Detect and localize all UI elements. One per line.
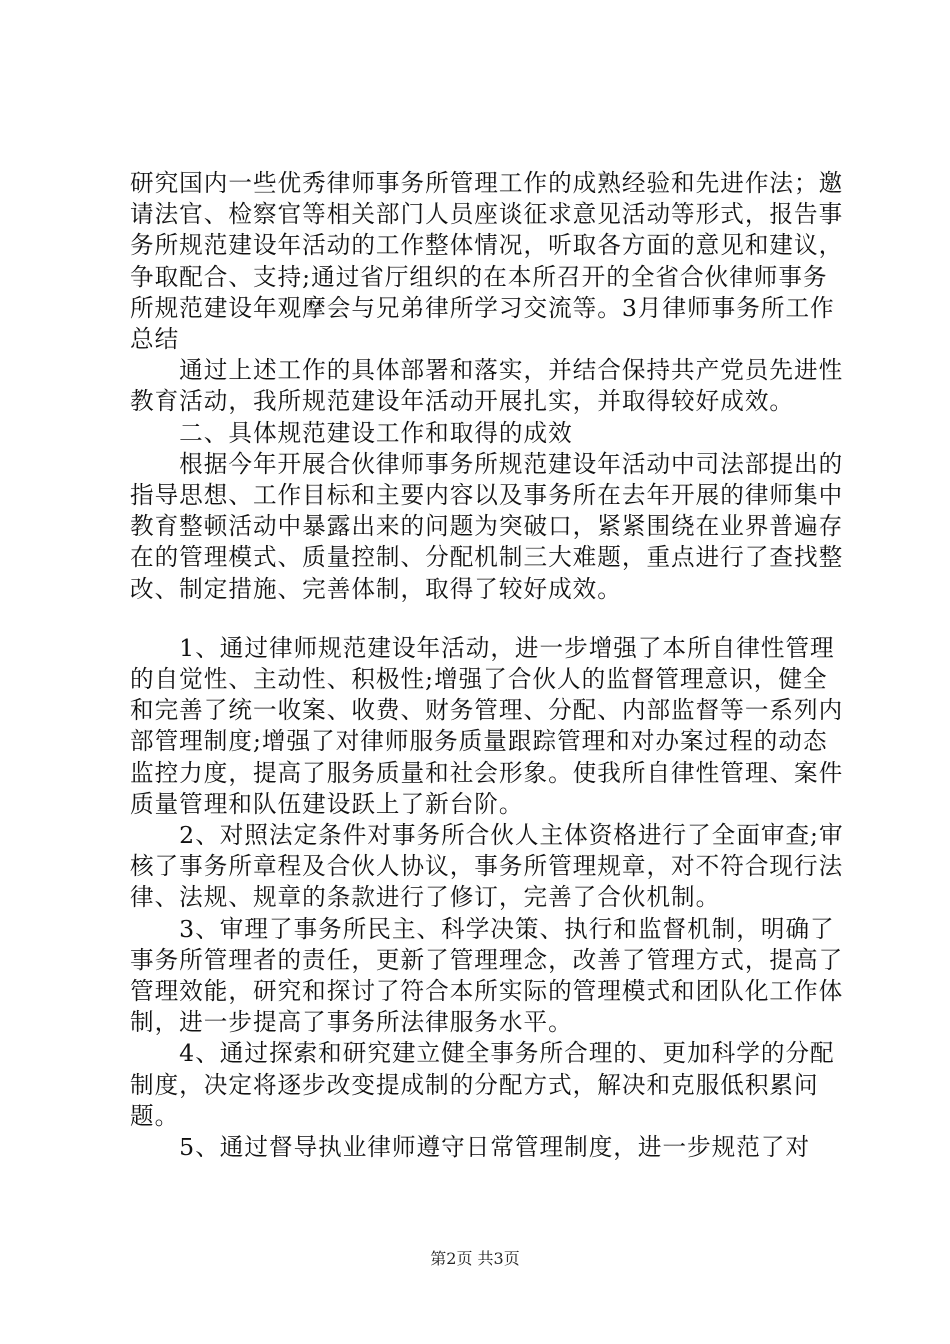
paragraph-item-5: 5、通过督导执业律师遵守日常管理制度，进一步规范了对 — [130, 1133, 811, 1162]
section-heading-2: 二、具体规范建设工作和取得的成效 — [130, 418, 573, 447]
paragraph-item-3: 3、审理了事务所民主、科学决策、执行和监督机制，明确了事务所管理者的责任，更新了管理理念，改善了管理方式，提高了管理效能，研究和探讨了符合本所实际的管理模式和团队化工作体制，进一步提高了事务所法律服务水平。 — [130, 914, 844, 1037]
paragraph-section-2-intro: 根据今年开展合伙律师事务所规范建设年活动中司法部提出的指导思想、工作目标和主要内容以及事务所在去年开展的律师集中教育整顿活动中暴露出来的问题为突破口，紧紧围绕在业界普遍存在的管理模式、质量控制、分配机制三大难题，重点进行了查找整改、制定措施、完善体制，取得了较好成效。 — [130, 449, 844, 603]
paragraph-item-4: 4、通过探索和研究建立健全事务所合理的、更加科学的分配制度，决定将逐步改变提成制的分配方式，解决和克服低积累问题。 — [130, 1039, 835, 1130]
paragraph-spacer — [130, 605, 850, 633]
paragraph-item-2: 2、对照法定条件对事务所合伙人主体资格进行了全面审查;审核了事务所章程及合伙人协议，事务所管理规章，对不符合现行法律、法规、规章的条款进行了修订，完善了合伙机制。 — [130, 821, 844, 912]
paragraph-intro-methods: 研究国内一些优秀律师事务所管理工作的成熟经验和先进作法；邀请法官、检察官等相关部门人员座谈征求意见活动等形式，报告事务所规范建设年活动的工作整体情况，听取各方面的意见和建议，争取配合、支持;通过省厅组织的在本所召开的全省合伙律师事务所规范建设年观摩会与兄弟律所学习交流等。3月律师事务所工作总结 — [130, 169, 844, 354]
document-body — [130, 168, 850, 1163]
paragraph-implementation-summary: 通过上述工作的具体部署和落实，并结合保持共产党员先进性教育活动，我所规范建设年活动开展扎实，并取得较好成效。 — [130, 356, 844, 416]
page-number-footer: 第2页 共3页 — [430, 1249, 520, 1268]
paragraph-item-1: 1、通过律师规范建设年活动，进一步增强了本所自律性管理的自觉性、主动性、积极性;增强了合伙人的监督管理意识，健全和完善了统一收案、收费、财务管理、分配、内部监督等一系列内部管理制度;增强了对律师服务质量跟踪管理和对办案过程的动态监控力度，提高了服务质量和社会形象。使我所自律性管理、案件质量管理和队伍建设跃上了新台阶。 — [130, 633, 844, 818]
